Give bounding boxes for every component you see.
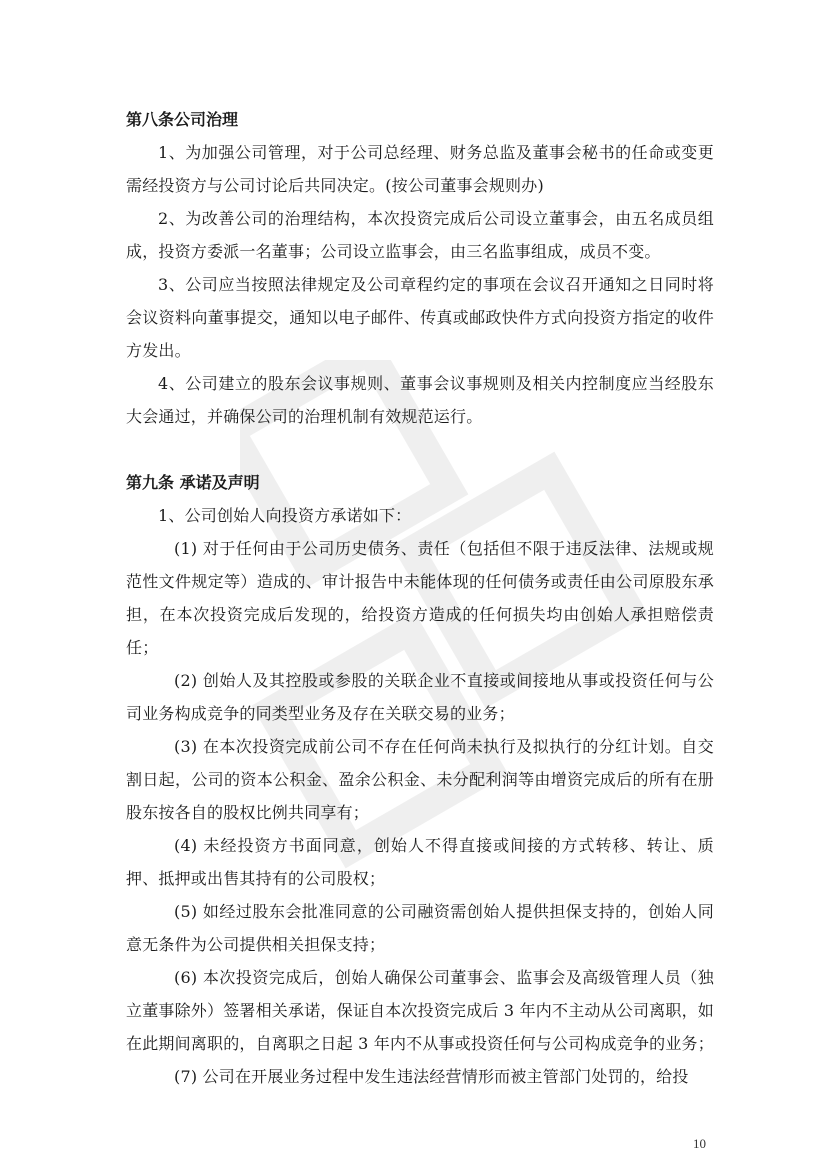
section-8-paragraph-3: 3、公司应当按照法律规定及公司章程约定的事项在会议召开通知之日同时将会议资料向董事提交，通知以电子邮件、传真或邮政快件方式向投资方指定的收件方发出。 — [126, 275, 714, 360]
section-8-title: 第八条公司治理 — [126, 110, 239, 129]
section-9-item-6: (6) 本次投资完成后，创始人确保公司董事会、监事会及高级管理人员（独立董事除外）签署相关承诺，保证自本次投资完成后 3 年内不主动从公司离职，如在此期间离职的，自离职之日起 3 年内不从事或投资任何与公司构成竞争的业务； — [126, 968, 714, 1053]
section-9-item-7: (7) 公司在开展业务过程中发生违法经营情形而被主管部门处罚的，给投 — [174, 1067, 689, 1086]
section-9-item-1: (1) 对于任何由于公司历史债务、责任（包括但不限于违反法律、法规或规范性文件规定等）造成的、审计报告中未能体现的任何债务或责任由公司原股东承担，在本次投资完成后发现的，给投资方造成的任何损失均由创始人承担赔偿责任； — [126, 539, 714, 657]
page-number: 10 — [693, 1136, 706, 1151]
section-9-item-2: (2) 创始人及其控股或参股的关联企业不直接或间接地从事或投资任何与公司业务构成竞争的同类型业务及存在关联交易的业务； — [126, 671, 714, 723]
section-9-title: 第九条 承诺及声明 — [126, 473, 260, 492]
document-body — [126, 103, 714, 1093]
section-9-item-3: (3) 在本次投资完成前公司不存在任何尚未执行及拟执行的分红计划。自交割日起，公司的资本公积金、盈余公积金、未分配利润等由增资完成后的所有在册股东按各自的股权比例共同享有； — [126, 737, 714, 822]
section-9-item-4: (4) 未经投资方书面同意，创始人不得直接或间接的方式转移、转让、质押、抵押或出售其持有的公司股权； — [126, 836, 714, 888]
section-8-paragraph-1: 1、为加强公司管理，对于公司总经理、财务总监及董事会秘书的任命或变更需经投资方与公司讨论后共同决定。(按公司董事会规则办) — [126, 143, 714, 195]
section-9-item-5: (5) 如经过股东会批准同意的公司融资需创始人提供担保支持的，创始人同意无条件为公司提供相关担保支持； — [126, 902, 714, 954]
section-9-intro: 1、公司创始人向投资方承诺如下： — [158, 506, 412, 525]
section-8-paragraph-2: 2、为改善公司的治理结构，本次投资完成后公司设立董事会，由五名成员组成，投资方委派一名董事；公司设立监事会，由三名监事组成，成员不变。 — [126, 209, 714, 261]
section-8-paragraph-4: 4、公司建立的股东会议事规则、董事会议事规则及相关内控制度应当经股东大会通过，并确保公司的治理机制有效规范运行。 — [126, 374, 714, 426]
